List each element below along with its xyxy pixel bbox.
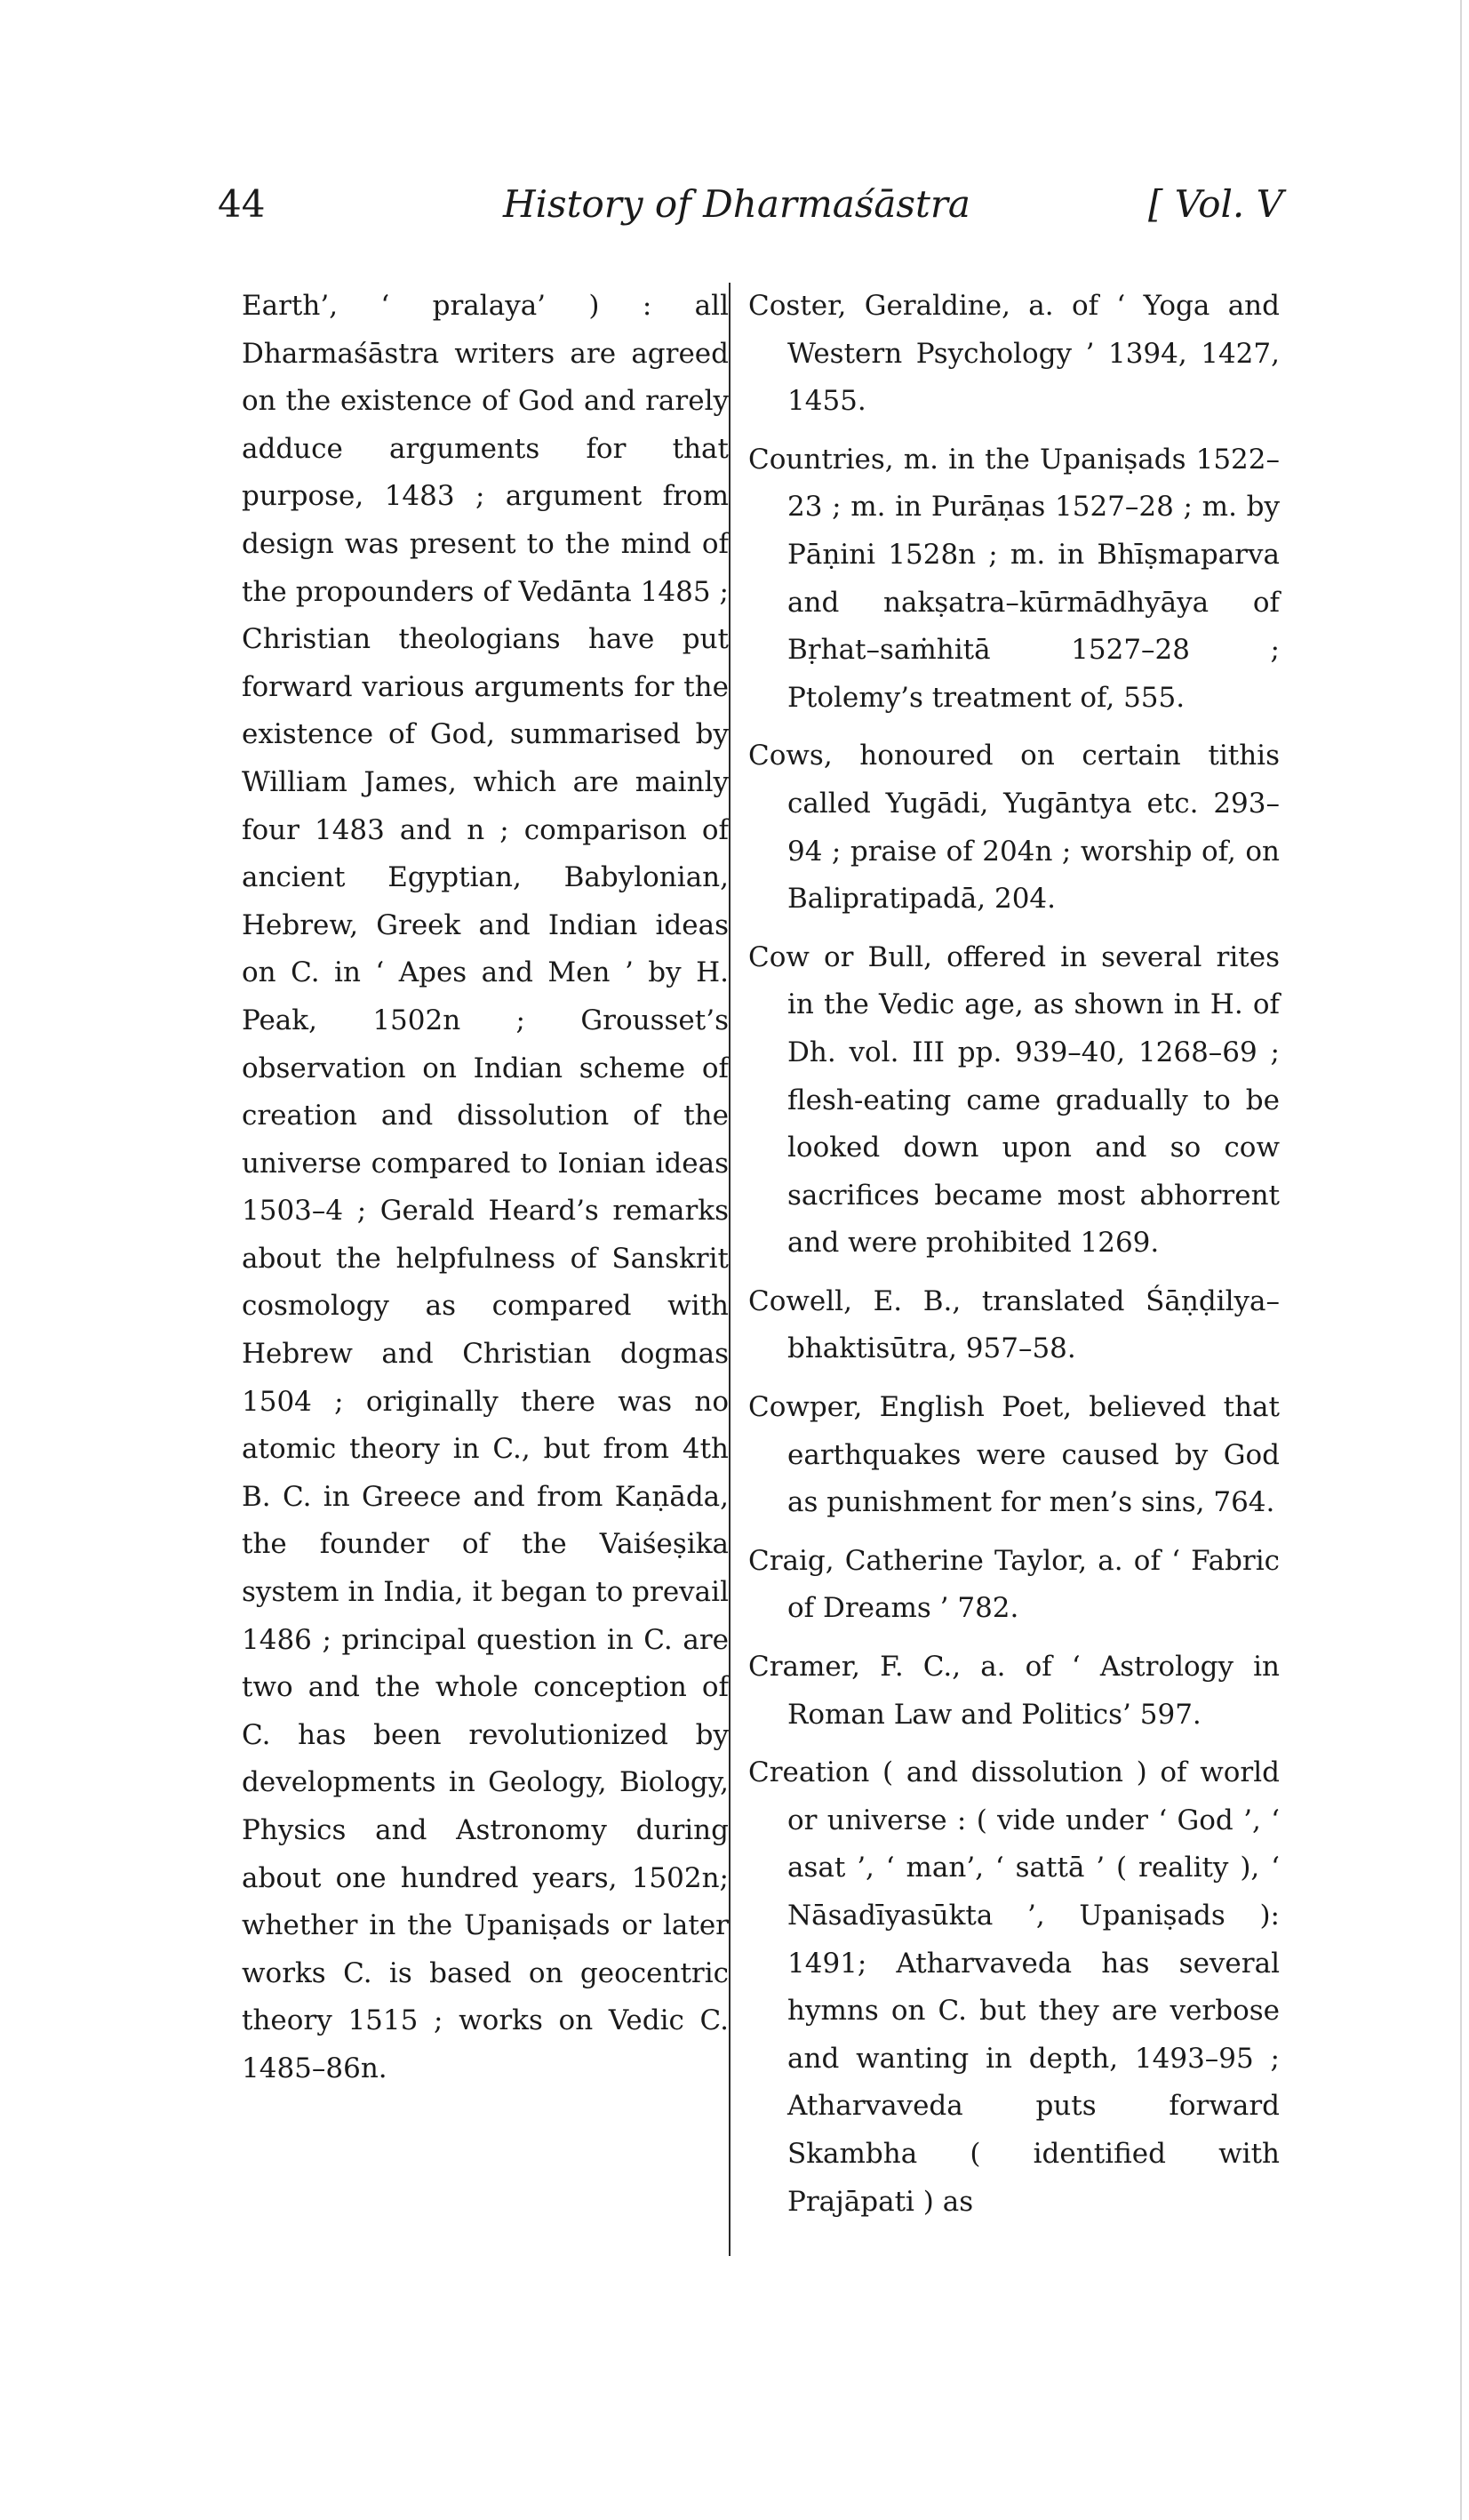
scan-edge-line xyxy=(1460,0,1462,2520)
index-entry-coster: Coster, Geraldine, a. of ‘ Yoga and Western Psychology ’ 1394, 1427, 1455. xyxy=(748,290,1280,418)
index-entry-cowell: Cowell, E. B., translated Śāṇḍilya–bhaktisūtra, 957–58. xyxy=(748,1284,1280,1365)
running-title: History of Dharmaśāstra xyxy=(503,182,970,226)
left-column: Earth’, ‘ pralaya’ ) : all Dharmaśāstra writers are agreed on the existence of God and rarely adduce arguments for that purpose, 1483 ; argument from design was present to the mind of the propounders of Vedānta 1485 ; Christian theologians have put forward various arguments for the existence of God, summarised by William James, which are mainly four 1483 and n ; comparison of ancient Egyptian, Babylonian, Hebrew, Greek and Indian ideas on C. in ‘ Apes and Men ’ by H. Peak, 1502n ; Grousset’s observation on Indian scheme of creation and dissolution of the universe compared to Ionian ideas 1503–4 ; Gerald Heard’s remarks about the helpfulness of Sanskrit cosmology as compared with Hebrew and Christian dogmas 1504 ; originally there was no atomic theory in C., but from 4th B. C. in Greece and from Kaṇāda, the founder of the Vaiśeṣika system in India, it began to prevail 1486 ; principal question in C. are two and the whole conception of C. has been revolutionized by developments in Geology, Biology, Physics and Astronomy during about one hundred years, 1502n; whether in the Upaniṣads or later works C. is based on geocentric theory 1515 ; works on Vedic C. 1485–86n. xyxy=(242,290,729,2084)
page-number: 44 xyxy=(218,182,266,226)
index-entry-creation: Creation ( and dissolution ) of world or universe : ( vide under ‘ God ’, ‘ asat ’, ‘ man’, ‘ sattā ’ ( reality ), ‘ Nāsadīyasūkta ’, Upaniṣads ): 1491; Atharvaveda has several hymns on C. but they are verbose and wanting in depth, 1493–95 ; Atharvaveda puts forward Skambha ( identified with Prajāpati ) as xyxy=(748,1756,1280,2218)
index-entry-cows: Cows, honoured on certain tithis called Yugādi, Yugāntya etc. 293–94 ; praise of 204n ; worship of, on Balipratipadā, 204. xyxy=(748,740,1280,916)
index-entry-countries: Countries, m. in the Upaniṣads 1522–23 ; m. in Purāṇas 1527–28 ; m. by Pāṇini 1528n ; m. in Bhīṣmaparva and nakṣatra–kūrmādhyāya of Bṛhat–saṁhitā 1527–28 ; Ptolemy’s treatment of, 555. xyxy=(748,443,1280,714)
right-column xyxy=(748,283,1280,2236)
index-entry-cowper: Cowper, English Poet, believed that earthquakes were caused by God as punishment for men’s sins, 764. xyxy=(748,1391,1280,1519)
index-entry-cramer: Cramer, F. C., a. of ‘ Astrology in Roman Law and Politics’ 597. xyxy=(748,1651,1280,1731)
volume-label: [ Vol. V xyxy=(1148,182,1283,226)
page-header xyxy=(0,182,1469,244)
index-entry-cow-or-bull: Cow or Bull, offered in several rites in the Vedic age, as shown in H. of Dh. vol. III pp. 939–40, 1268–69 ; flesh-eating came gradually to be looked down upon and so cow sacrifices became most abhorrent and were prohibited 1269. xyxy=(748,940,1280,1260)
column-divider xyxy=(729,283,731,2256)
index-entry-craig: Craig, Catherine Taylor, a. of ‘ Fabric of Dreams ’ 782. xyxy=(748,1544,1280,1625)
